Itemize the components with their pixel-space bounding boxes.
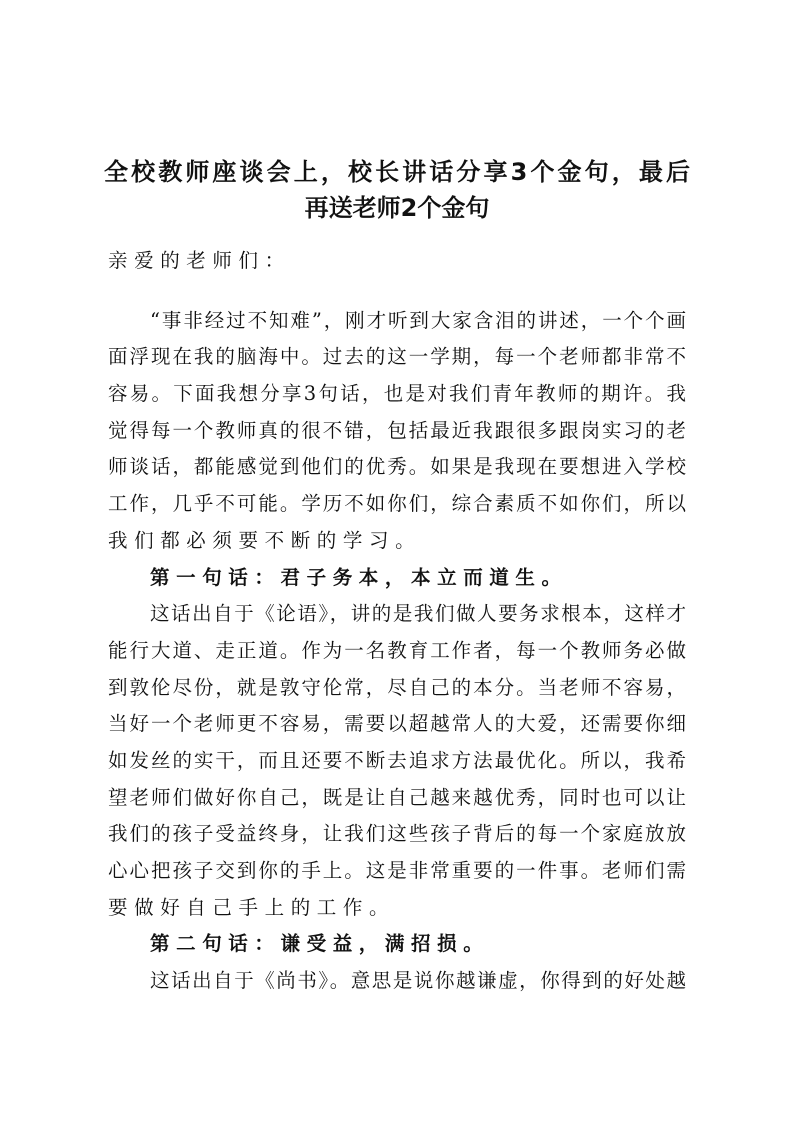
text-line: 我们都必须要不断的学习。 xyxy=(108,528,422,552)
text-line: 这话出自于《论语》，讲的是我们做人要务求根本，这样才 xyxy=(150,602,686,626)
text-line: 要做好自己手上的工作。 xyxy=(108,895,396,919)
text-line: 觉得每一个教师真的很不错，包括最近我跟很多跟岗实习的老 xyxy=(108,418,686,442)
text-line: 如发丝的实干，而且还要不断去追求方法最优化。所以，我希 xyxy=(108,748,686,772)
text-line: 师谈话，都能感觉到他们的优秀。如果是我现在要想进入学校 xyxy=(108,455,686,479)
text-line: 面浮现在我的脑海中。过去的这一学期，每一个老师都非常不 xyxy=(108,345,686,369)
text-line: 心心把孩子交到你的手上。这是非常重要的一件事。老师们需 xyxy=(108,859,686,882)
text-line: 容易。下面我想分享3句话，也是对我们青年教师的期许。我 xyxy=(108,382,686,406)
text-line: 亲爱的老师们： xyxy=(108,249,291,272)
text-line: 能行大道、走正道。作为一名教育工作者，每一个教师务必做 xyxy=(108,638,686,662)
paragraph xyxy=(108,596,686,926)
text-line: 这话出自于《尚书》。意思是说你越谦虚，你得到的好处越 xyxy=(150,969,686,993)
document-title-line-1: 全校教师座谈会上，校长讲话分享3个金句，最后 xyxy=(104,158,690,186)
text-line: 工作，几乎不可能。学历不如你们，综合素质不如你们，所以 xyxy=(108,492,686,516)
paragraph xyxy=(108,303,686,560)
document-body xyxy=(108,243,686,1000)
paragraph xyxy=(108,963,686,1000)
text-line: 当好一个老师更不容易，需要以超越常人的大爱，还需要你细 xyxy=(108,712,686,736)
spacer xyxy=(108,280,686,303)
text-line: 第二句话：谦受益，满招损。 xyxy=(150,932,490,956)
text-line: 第一句话：君子务本，本立而道生。 xyxy=(150,565,568,589)
document-title-line-2: 再送老师2个金句 xyxy=(304,194,490,222)
section-heading xyxy=(108,560,686,597)
text-line: “事非经过不知难”，刚才听到大家含泪的讲述，一个个画 xyxy=(150,308,686,332)
section-heading xyxy=(108,926,686,963)
greeting xyxy=(108,243,686,280)
text-line: 望老师们做好你自己，既是让自己越来越优秀，同时也可以让 xyxy=(108,785,686,809)
text-line: 到敦伦尽份，就是敦守伦常，尽自己的本分。当老师不容易， xyxy=(108,675,686,699)
text-line: 我们的孩子受益终身，让我们这些孩子背后的每一个家庭放放 xyxy=(108,822,686,846)
